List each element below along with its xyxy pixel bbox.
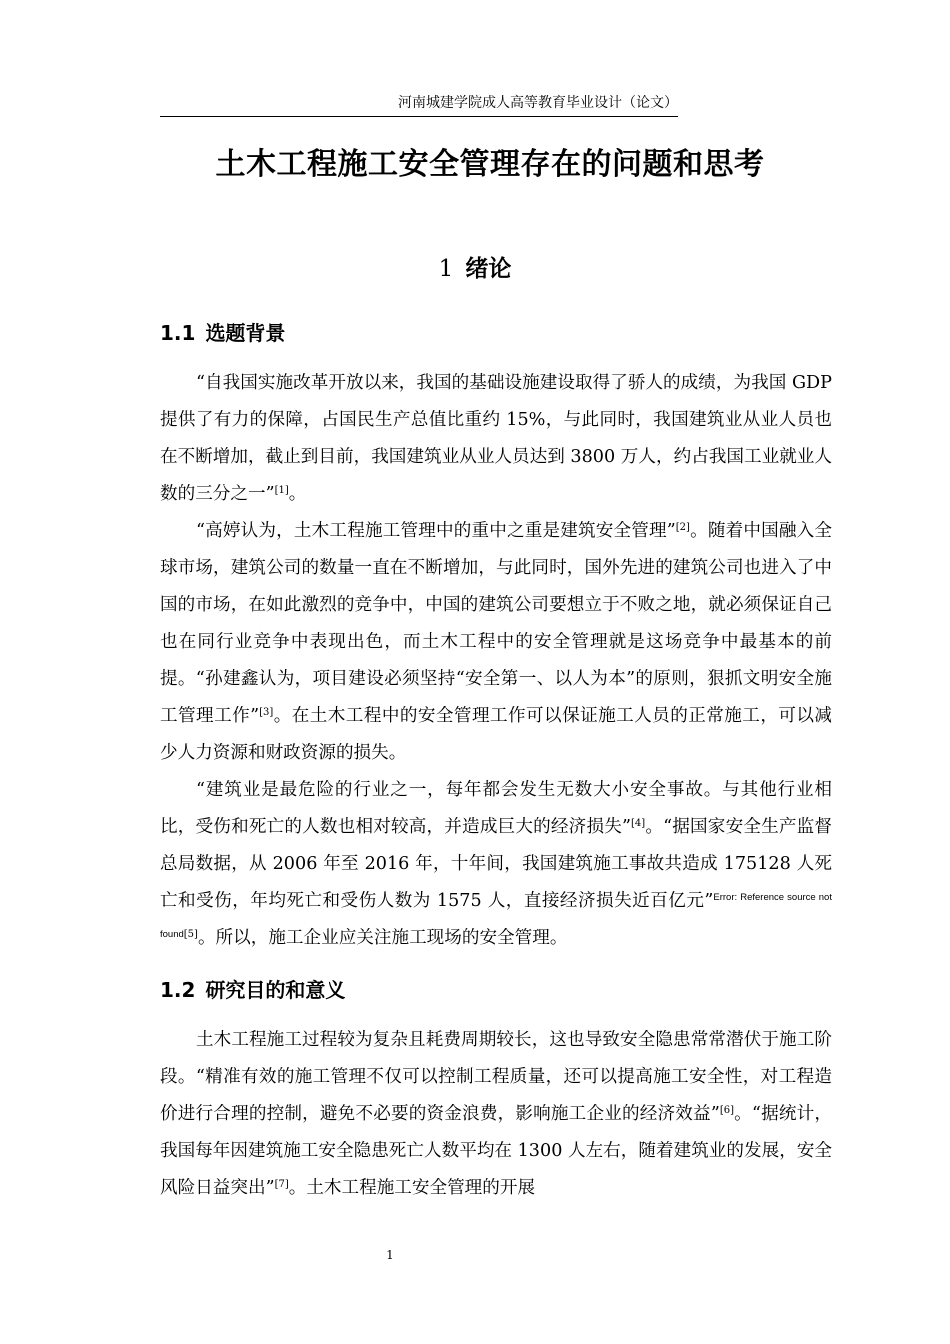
paragraph-text: “自我国实施改革开放以来，我国的基础设施建设取得了骄人的成绩，为我国 GDP 提供了有力的保障，占国民生产总值比重约 15%，与此同时，我国建筑业从业人员也在不断增加，截止到目前，我国建筑业从业人员达到 3800 万人，约占我国工业就业人数的三分之一” [160,373,832,504]
paragraph-text: 。土木工程施工安全管理的开展 [288,1178,536,1198]
citation: [2] [675,522,690,533]
section-title: 选题背景 [205,321,286,345]
paragraph-text: 。“据国家安全生产监督总局数据，从 2006 年至 2016 年，十年间，我国建筑施工事故共造成 175128 人死亡和受伤，年均死亡和受伤人数为 1575 人，直接经济损失近百亿元” [160,817,833,911]
paragraph-3 [160,772,832,957]
section-heading-1-1 [160,318,285,348]
paragraph-text: 。在土木工程中的安全管理工作可以保证施工人员的正常施工，可以减少人力资源和财政资源的损失。 [160,706,832,763]
section-number: 1.1 [160,321,196,345]
section-heading-1-2 [160,975,345,1005]
paragraph-text: “建筑业是最危险的行业之一，每年都会发生无数大小安全事故。与其他行业相比，受伤和死亡的人数也相对较高，并造成巨大的经济损失” [160,780,832,837]
page-number: 1 [386,1248,394,1262]
paragraph-4 [160,1022,832,1207]
citation: [4] [630,818,646,829]
chapter-title: 绪论 [465,256,512,282]
paragraph-2 [160,513,832,772]
section-title: 研究目的和意义 [205,978,346,1002]
chapter-heading [0,252,950,286]
document-title: 土木工程施工安全管理存在的问题和思考 [215,147,765,182]
paragraph-text: “高婷认为，土木工程施工管理中的重中之重是建筑安全管理” [196,521,676,541]
citation: [1] [274,485,289,496]
paragraph-text: 。所以，施工企业应关注施工现场的安全管理。 [197,928,568,948]
paragraph-1 [160,365,832,513]
page-header: 河南城建学院成人高等教育毕业设计（论文） [160,92,678,117]
reference-error: Error: Reference source not found [160,892,832,940]
paragraph-text: 土木工程施工过程较为复杂且耗费周期较长，这也导致安全隐患常常潜伏于施工阶段。“精准有效的施工管理不仅可以控制工程质量，还可以提高施工安全性，对工程造价进行合理的控制，避免不必要的资金浪费，影响施工企业的经济效益” [160,1030,832,1124]
citation: [5] [183,929,198,940]
citation: [6] [719,1105,734,1116]
paragraph-text: 。“据统计，我国每年因建筑施工安全隐患死亡人数平均在 1300 人左右，随着建筑业的发展，安全风险日益突出” [160,1104,832,1198]
citation: [3] [259,707,274,718]
paragraph-text: 。随着中国融入全球市场，建筑公司的数量一直在不断增加，与此同时，国外先进的建筑公司也进入了中国的市场，在如此激烈的竞争中，中国的建筑公司要想立于不败之地，就必须保证自己也在同行业竞争中表现出色，而土木工程中的安全管理就是这场竞争中最基本的前提。“孙建鑫认为，项目建设必须坚持“安全第一、以人为本”的原则，狠抓文明安全施工管理工作” [160,521,832,726]
paragraph-text: 。 [288,484,307,504]
citation: [7] [274,1179,289,1190]
section-number: 1.2 [160,978,196,1002]
chapter-number: 1 [438,256,454,282]
